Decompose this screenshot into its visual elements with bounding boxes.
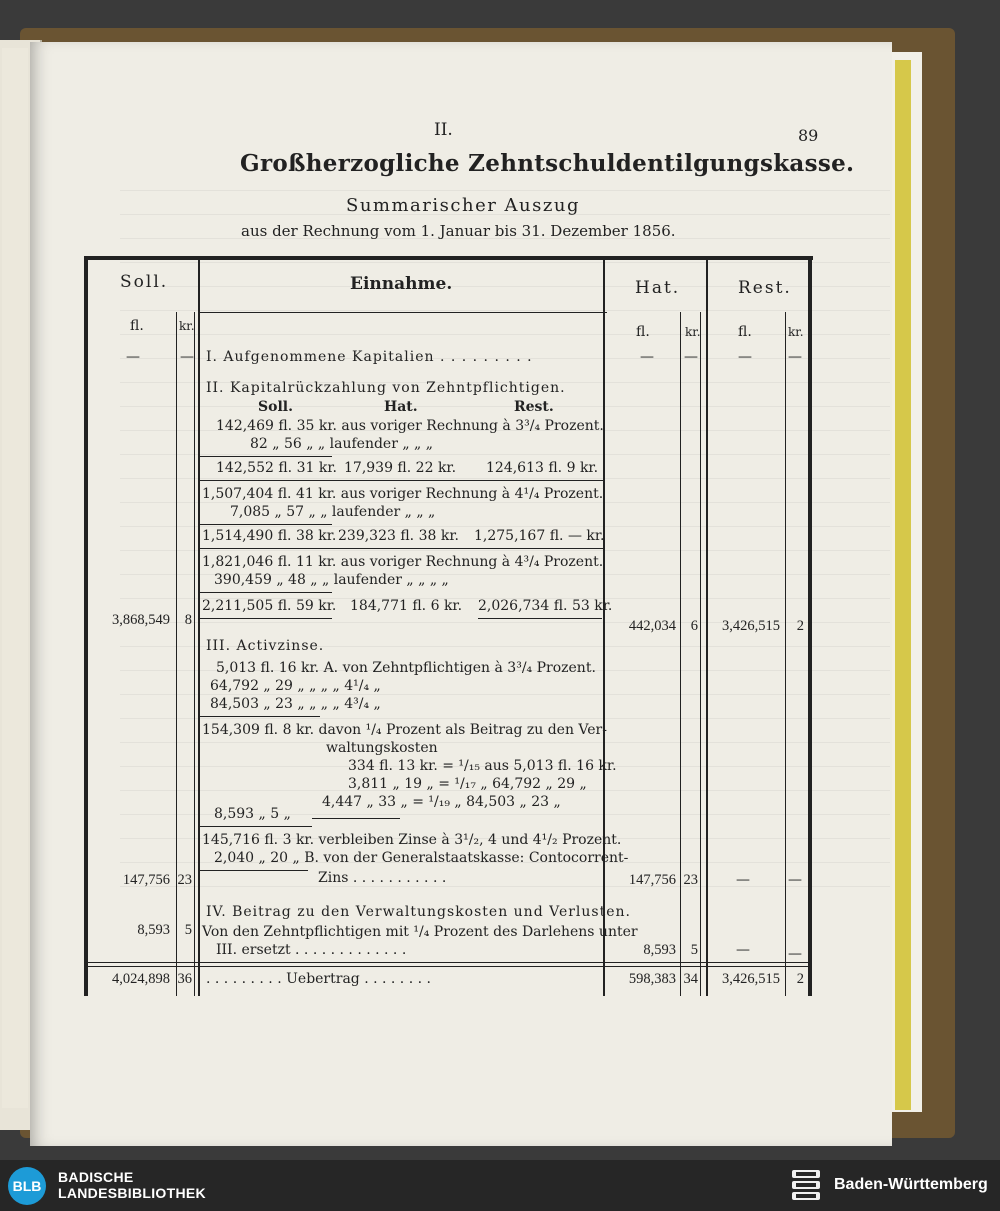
ii-a-line1: 142,469 fl. 35 kr. aus voriger Rechnung à 3³/₄ Prozent. <box>216 418 604 434</box>
unit-soll-kr: kr. <box>179 319 195 333</box>
dash: — <box>788 349 802 365</box>
sub-head-hat: Hat. <box>384 399 418 415</box>
library-name-line2: LANDESBIBLIOTHEK <box>58 1185 206 1201</box>
library-name-line1: BADISCHE <box>58 1169 134 1185</box>
soll-total-fl: 4,024,898 <box>112 971 170 987</box>
ii-b-soll: 1,514,490 fl. 38 kr. <box>202 528 337 544</box>
dash: — <box>788 872 802 888</box>
col-header-einnahme: Einnahme. <box>350 274 453 294</box>
section-i: I. Aufgenommene Kapitalien . . . . . . . . . <box>206 349 533 365</box>
iii-line6: 334 fl. 13 kr. = ¹/₁₅ aus 5,013 fl. 16 kr. <box>348 758 617 774</box>
col-header-hat: Hat. <box>635 278 681 298</box>
unit-hat-kr: kr. <box>685 325 701 339</box>
hat-total-kr: 34 <box>683 971 698 987</box>
section-iv: IV. Beitrag zu den Verwaltungskosten und Verlusten. <box>206 904 631 920</box>
hat-ii-fl: 442,034 <box>628 618 676 634</box>
chapter-number: II. <box>434 120 453 140</box>
ii-a-line2: 82 „ 56 „ „ laufender „ „ „ <box>250 436 434 452</box>
ii-c-hat: 184,771 fl. 6 kr. <box>350 598 463 614</box>
dash: — <box>126 349 140 365</box>
unit-rest-kr: kr. <box>788 325 804 339</box>
dash: — <box>684 349 698 365</box>
library-name[interactable] <box>58 1169 206 1201</box>
iii-line2: 64,792 „ 29 „ „ „ „ 4¹/₄ „ <box>210 678 381 694</box>
iii-line12: Zins . . . . . . . . . . . <box>318 870 447 886</box>
soll-ii-fl: 3,868,549 <box>112 612 170 628</box>
ii-c-line2: 390,459 „ 48 „ „ laufender „ „ „ „ <box>214 572 449 588</box>
soll-iii-kr: 23 <box>177 872 192 888</box>
bw-lions-icon <box>790 1168 822 1202</box>
page-title: Großherzogliche Zehntschuldentilgungskasse. <box>240 150 855 177</box>
sub-head-soll: Soll. <box>258 399 293 415</box>
subtitle: Summarischer Auszug <box>346 195 580 216</box>
rest-total-kr: 2 <box>796 971 804 987</box>
ii-a-soll: 142,552 fl. 31 kr. <box>216 460 337 476</box>
iv-line2: III. ersetzt . . . . . . . . . . . . . <box>216 942 407 958</box>
section-ii: II. Kapitalrückzahlung von Zehntpflichtigen. <box>206 380 566 396</box>
page-number: 89 <box>798 126 819 145</box>
ii-c-rest: 2,026,734 fl. 53 kr. <box>478 598 613 614</box>
iii-line1: 5,013 fl. 16 kr. A. von Zehntpflichtigen à 3³/₄ Prozent. <box>216 660 596 676</box>
iii-line8: 4,447 „ 33 „ = ¹/₁₉ „ 84,503 „ 23 „ <box>322 794 561 810</box>
rest-ii-kr: 2 <box>796 618 804 634</box>
hat-iii-kr: 23 <box>683 872 698 888</box>
footer-bar <box>0 1160 1000 1211</box>
iii-line4: 154,309 fl. 8 kr. davon ¹/₄ Prozent als Beitrag zu den Ver- <box>202 722 607 738</box>
hat-iv-kr: 5 <box>690 942 698 958</box>
dash: — <box>736 872 750 888</box>
ii-b-rest: 1,275,167 fl. — kr. <box>474 528 605 544</box>
iv-line1: Von den Zehntpflichtigen mit ¹/₄ Prozent des Darlehens unter <box>202 924 638 940</box>
dash: — <box>640 349 654 365</box>
period-line: aus der Rechnung vom 1. Januar bis 31. Dezember 1856. <box>241 222 676 240</box>
ii-b-hat: 239,323 fl. 38 kr. <box>338 528 459 544</box>
dash: — <box>788 946 802 962</box>
ii-a-hat: 17,939 fl. 22 kr. <box>344 460 457 476</box>
dash: — <box>736 942 750 958</box>
section-iii: III. Activzinse. <box>206 638 325 654</box>
iii-line7: 3,811 „ 19 „ = ¹/₁₇ „ 64,792 „ 29 „ <box>348 776 587 792</box>
ii-b-line2: 7,085 „ 57 „ „ laufender „ „ „ <box>230 504 436 520</box>
rest-ii-fl: 3,426,515 <box>722 618 780 634</box>
soll-iii-fl: 147,756 <box>122 872 170 888</box>
unit-rest-fl: fl. <box>738 324 752 340</box>
col-header-soll: Soll. <box>120 272 169 292</box>
blb-logo-icon[interactable]: BLB <box>8 1167 46 1205</box>
unit-hat-fl: fl. <box>636 324 650 340</box>
hat-ii-kr: 6 <box>690 618 698 634</box>
col-header-rest: Rest. <box>738 278 792 298</box>
soll-total-kr: 36 <box>177 971 192 987</box>
hat-iii-fl: 147,756 <box>628 872 676 888</box>
dash: — <box>738 349 752 365</box>
sub-head-rest: Rest. <box>514 399 554 415</box>
ii-c-line1: 1,821,046 fl. 11 kr. aus voriger Rechnung à 4³/₄ Prozent. <box>202 554 604 570</box>
ii-a-rest: 124,613 fl. 9 kr. <box>486 460 599 476</box>
document-page <box>30 42 892 1146</box>
iii-line9: 8,593 „ 5 „ <box>214 806 291 822</box>
iii-line10: 145,716 fl. 3 kr. verbleiben Zinse à 3¹/₂, 4 und 4¹/₂ Prozent. <box>202 832 622 848</box>
rest-total-fl: 3,426,515 <box>722 971 780 987</box>
state-label[interactable]: Baden-Württemberg <box>834 1176 988 1193</box>
iii-line11: 2,040 „ 20 „ B. von der Generalstaatskasse: Contocorrent- <box>214 850 629 866</box>
facing-page <box>2 48 28 1108</box>
ii-c-soll: 2,211,505 fl. 59 kr. <box>202 598 337 614</box>
hat-total-fl: 598,383 <box>628 971 676 987</box>
iii-line5: waltungskosten <box>326 740 438 756</box>
soll-ii-kr: 8 <box>184 612 192 628</box>
unit-soll-fl: fl. <box>130 318 144 334</box>
uebertrag-label: . . . . . . . . . Uebertrag . . . . . . . . <box>206 971 431 987</box>
soll-iv-fl: 8,593 <box>137 922 170 938</box>
soll-iv-kr: 5 <box>184 922 192 938</box>
dash: — <box>180 349 194 365</box>
iii-line3: 84,503 „ 23 „ „ „ „ 4³/₄ „ <box>210 696 381 712</box>
hat-iv-fl: 8,593 <box>643 942 676 958</box>
ii-b-line1: 1,507,404 fl. 41 kr. aus voriger Rechnung à 4¹/₄ Prozent. <box>202 486 604 502</box>
gilt-edge <box>895 60 911 1110</box>
